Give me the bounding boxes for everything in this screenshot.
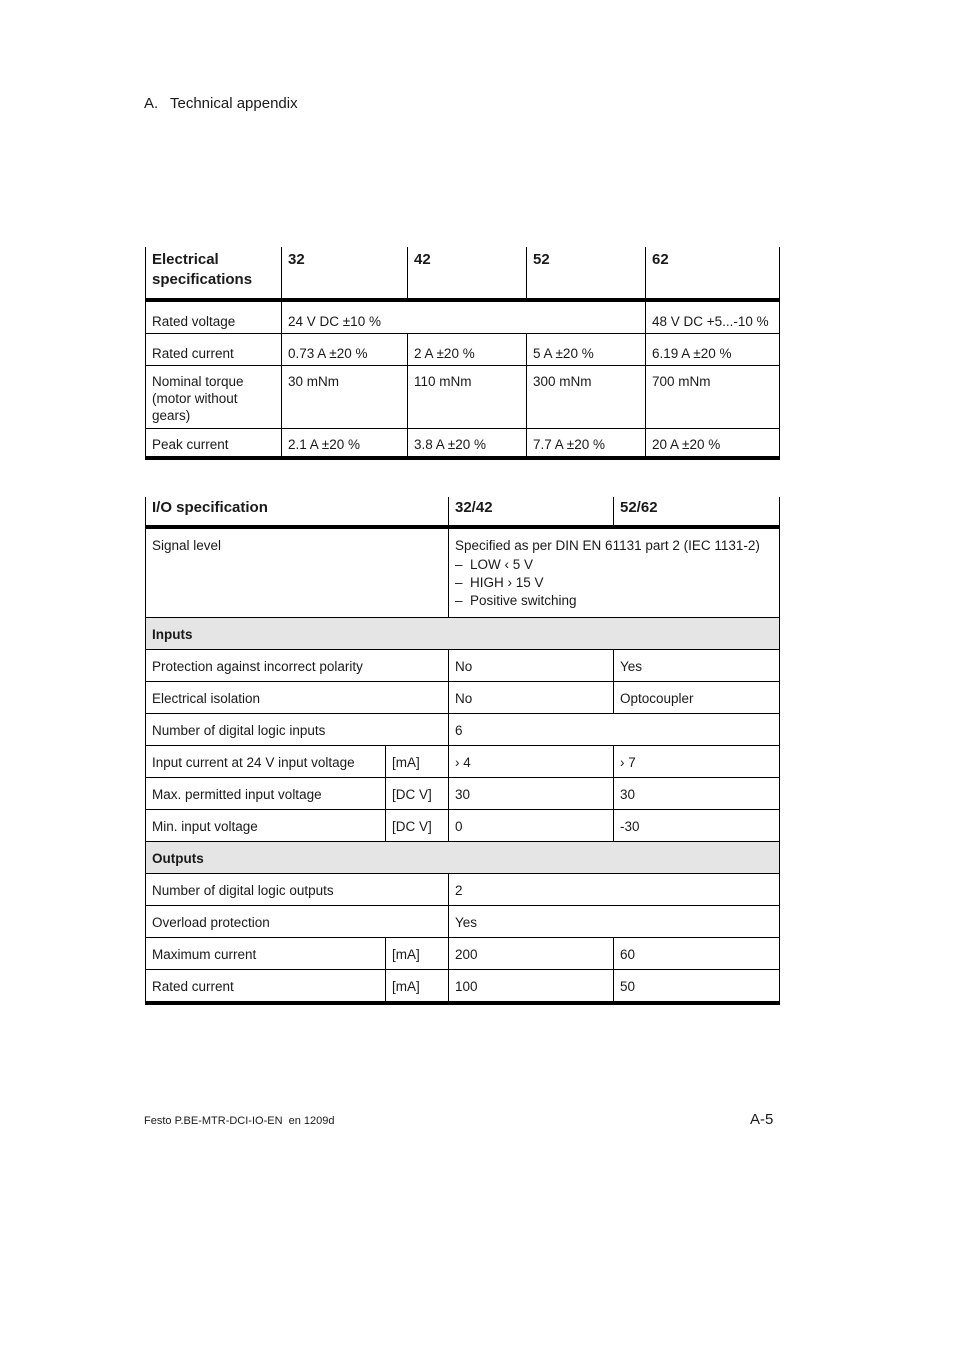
unit-cell: [mA] — [386, 746, 449, 778]
table-row — [146, 366, 780, 429]
table-row — [146, 970, 780, 1004]
table-cell: 0 — [449, 810, 614, 842]
table-row — [146, 714, 780, 746]
table-cell: 3.8 A ±20 % — [408, 429, 527, 459]
table-header-row — [146, 497, 780, 527]
table-cell: No — [449, 650, 614, 682]
table-cell: 30 — [614, 778, 780, 810]
table-cell: Yes — [449, 906, 780, 938]
table-row — [146, 527, 780, 618]
group-label: Inputs — [146, 618, 780, 650]
table-cell: › 4 — [449, 746, 614, 778]
list-item: – Positive switching — [455, 592, 773, 610]
table-row — [146, 810, 780, 842]
row-label: Peak current — [146, 429, 282, 459]
row-label: Rated current — [146, 970, 386, 1004]
section-number: A. — [144, 95, 159, 112]
unit-cell: [DC V] — [386, 778, 449, 810]
group-row-outputs — [146, 842, 780, 874]
column-header: 52/62 — [614, 497, 780, 527]
row-label: Input current at 24 V input voltage — [146, 746, 386, 778]
table-cell: 6 — [449, 714, 780, 746]
table-cell: 2 A ±20 % — [408, 334, 527, 366]
row-label: Signal level — [146, 527, 449, 618]
table-cell: 5 A ±20 % — [527, 334, 646, 366]
table-cell: 48 V DC +5...-10 % — [646, 300, 780, 334]
table-cell: 200 — [449, 938, 614, 970]
list-item: – HIGH › 15 V — [455, 574, 773, 592]
table-cell: 7.7 A ±20 % — [527, 429, 646, 459]
row-label: Electrical isolation — [146, 682, 449, 714]
unit-cell: [mA] — [386, 970, 449, 1004]
table-cell: No — [449, 682, 614, 714]
table-cell: 100 — [449, 970, 614, 1004]
column-header: 42 — [408, 247, 527, 300]
table-cell — [449, 527, 780, 618]
table-row — [146, 874, 780, 906]
row-label: Rated voltage — [146, 300, 282, 334]
page-number: A-5 — [750, 1111, 774, 1128]
table-row — [146, 429, 780, 459]
row-label: Nominal torque (motor without gears) — [146, 366, 282, 429]
list-item: – LOW ‹ 5 V — [455, 556, 773, 574]
table-cell: 50 — [614, 970, 780, 1004]
unit-cell: [DC V] — [386, 810, 449, 842]
electrical-specifications-table — [145, 247, 780, 460]
table-row — [146, 334, 780, 366]
table-header-row — [146, 247, 780, 300]
table-row — [146, 682, 780, 714]
column-header: Electrical specifications — [146, 247, 282, 300]
row-label: Maximum current — [146, 938, 386, 970]
table-cell: 0.73 A ±20 % — [282, 334, 408, 366]
table-row — [146, 906, 780, 938]
column-header: I/O specification — [146, 497, 449, 527]
row-label: Overload protection — [146, 906, 449, 938]
table-row — [146, 650, 780, 682]
signal-list — [455, 556, 773, 610]
row-label: Number of digital logic inputs — [146, 714, 449, 746]
section-title: Technical appendix — [170, 95, 298, 112]
unit-cell: [mA] — [386, 938, 449, 970]
column-header: 32/42 — [449, 497, 614, 527]
table-cell: 110 mNm — [408, 366, 527, 429]
table-cell: 60 — [614, 938, 780, 970]
table-row — [146, 778, 780, 810]
column-header: 62 — [646, 247, 780, 300]
row-label: Rated current — [146, 334, 282, 366]
row-label: Protection against incorrect polarity — [146, 650, 449, 682]
io-specification-table — [145, 497, 780, 1005]
signal-spec: Specified as per DIN EN 61131 part 2 (IEC 1131-2) — [455, 538, 760, 553]
table-cell: 2 — [449, 874, 780, 906]
table-cell: 30 mNm — [282, 366, 408, 429]
group-row-inputs — [146, 618, 780, 650]
table-cell: 2.1 A ±20 % — [282, 429, 408, 459]
table-cell: 6.19 A ±20 % — [646, 334, 780, 366]
column-header: 52 — [527, 247, 646, 300]
group-label: Outputs — [146, 842, 780, 874]
footer-doc-id: Festo P.BE-MTR-DCI-IO-EN en 1209d — [144, 1115, 335, 1127]
table-cell: Yes — [614, 650, 780, 682]
row-label: Number of digital logic outputs — [146, 874, 449, 906]
section-header — [144, 95, 298, 112]
table-row — [146, 300, 780, 334]
table-cell: 700 mNm — [646, 366, 780, 429]
table-row — [146, 746, 780, 778]
table-cell: › 7 — [614, 746, 780, 778]
table-row — [146, 938, 780, 970]
row-label: Max. permitted input voltage — [146, 778, 386, 810]
row-label: Min. input voltage — [146, 810, 386, 842]
table-cell: -30 — [614, 810, 780, 842]
table-cell: 300 mNm — [527, 366, 646, 429]
table-cell: 30 — [449, 778, 614, 810]
table-cell: 20 A ±20 % — [646, 429, 780, 459]
table-cell: 24 V DC ±10 % — [282, 300, 646, 334]
column-header: 32 — [282, 247, 408, 300]
table-cell: Optocoupler — [614, 682, 780, 714]
